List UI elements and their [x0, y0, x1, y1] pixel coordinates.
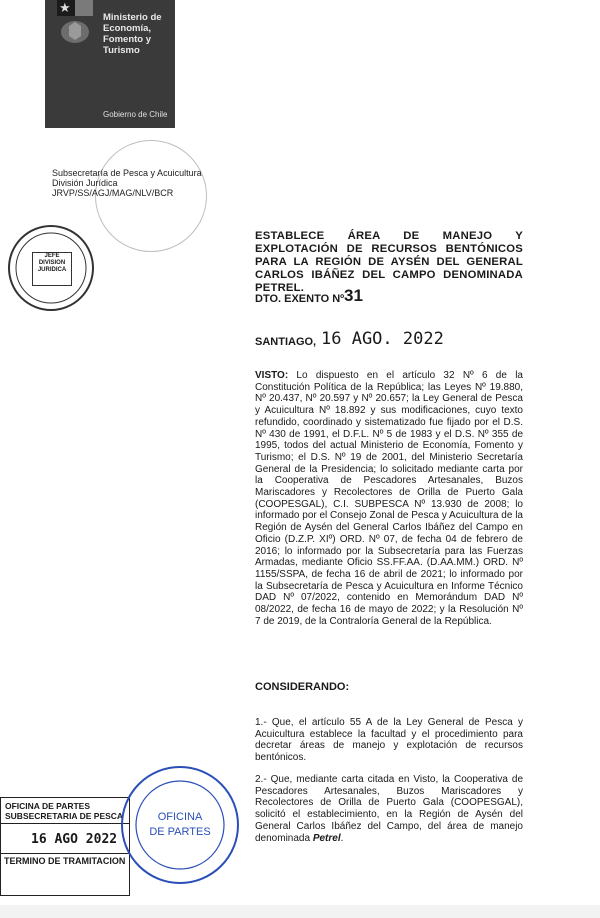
oficina-date: 16 AGO 2022 — [31, 832, 118, 847]
considerando-label: CONSIDERANDO: — [255, 681, 350, 693]
stamp-divider — [1, 853, 129, 854]
stamp-line: DIVISION — [38, 260, 66, 266]
area-name: Petrel — [312, 832, 341, 844]
considerando-2 — [255, 774, 523, 844]
visto-paragraph — [255, 370, 523, 627]
oficina-line-2: SUBSECRETARIA DE PESCA — [5, 811, 124, 821]
blue-stamp-line-2: DE PARTES — [149, 826, 211, 838]
government-logo — [45, 0, 175, 128]
stamp-divider — [1, 823, 129, 824]
oficina-line-1: OFICINA DE PARTES — [5, 801, 91, 811]
coat-of-arms-icon — [55, 18, 95, 46]
ministry-line: Economía, — [103, 23, 152, 34]
dto-label: DTO. EXENTO Nº — [255, 293, 345, 305]
oficina-partes-stamp — [0, 797, 130, 896]
subsecretaria-label: Subsecretaría de Pesca y Acuicultura — [52, 168, 202, 178]
ministry-line: Fomento y — [103, 34, 152, 45]
visto-text: Lo dispuesto en el artículo 32 Nº 6 de la Constitución Política de la República; las Leyes Nº 19.880, Nº 20.437, Nº 20.597 y Nº 20.657; la Ley General de Pesca y Acuicultura Nº 18.892 y sus modificaciones, cuyo texto refundido, coordinado y sistematizado fue fijado por el D.S. Nº 430 de 1991, el D.F.L. Nº 5 de 1983 y el D.S. Nº 355 de 1995, todos del actual Ministerio de Economía, Fomento y Turismo; el D.S. Nº 19 de 2001, del Ministerio Secretaría General de la Presidencia; lo solicitado mediante carta por la Cooperativa de Pescadores Artesanales, Buzos Mariscadores y Recolectores de Orilla de Puerto Gala (COOPESGAL), C.I. SUBPESCA Nº 13.930 de 2008; lo informado por el Consejo Zonal de Pesca y Acuicultura de la Región de Aysén del General Carlos Ibáñez del Campo en Oficio (D.Z.P. XIº) ORD. Nº 07, de fecha 04 de febrero de 2016; lo informado por la Subsecretaría para las Fuerzas Armadas, mediante Oficio SS.FF.AA. (D.AA.MM.) ORD. Nº 1155/SSPA, de fecha 16 de abril de 2021; lo informado por la Subsecretaría de Pesca y Acuicultura en Informe Técnico DAD Nº 07/2022, contenido en Memorándum DAD Nº 08/2022, de fecha 16 de mayo de 2022; y la Resolución Nº 7 de 2019, de la Contraloría General de la República. — [255, 370, 523, 627]
flag-red-block — [75, 0, 93, 16]
considerando-2-end: . — [340, 832, 344, 844]
oficial-partes-stamp — [115, 760, 245, 890]
termino-label: TERMINO DE TRAMITACION — [4, 856, 126, 866]
dto-number: 31 — [344, 286, 363, 305]
ministry-name — [103, 12, 175, 56]
division-label: División Jurídica — [52, 178, 118, 188]
star-icon: ★ — [59, 0, 71, 15]
document-title: ESTABLECE ÁREA DE MANEJO Y EXPLOTACIÓN DE RECURSOS BENTÓNICOS PARA LA REGIÓN DE AYSÉN DEL GENERAL CARLOS IBÁÑEZ DEL CAMPO DENOMINADA PETREL. — [255, 230, 523, 294]
visto-label: VISTO: — [255, 370, 289, 381]
ministry-line: Turismo — [103, 45, 140, 56]
blue-stamp-line-1: OFICINA — [157, 811, 203, 823]
stamp-line: JEFE — [44, 253, 60, 259]
page-bottom-strip — [0, 905, 600, 918]
considerando-1: 1.- Que, el artículo 55 A de la Ley General de Pesca y Acuicultura establece la facultad y el procedimiento para decretar áreas de manejo y explotación de recursos bentónicos. — [255, 717, 523, 764]
jefe-division-stamp — [8, 225, 94, 311]
issuer-block — [52, 168, 212, 198]
santiago-date: 16 AGO. 2022 — [321, 329, 444, 349]
gobierno-label: Gobierno de Chile — [103, 110, 168, 119]
stamp-inner-box — [32, 252, 72, 286]
santiago-label: SANTIAGO, — [255, 336, 317, 348]
considerando-2-text: 2.- Que, mediante carta citada en Visto, la Cooperativa de Pescadores Artesanales, Buzos Mariscadores y Recolectores de Orilla de Puerto Gala (COOPESGAL), solicitó el establecimiento, en la Región de Aysén del General Carlos Ibáñez del Campo, del área de manejo denominada — [255, 774, 523, 844]
stamp-line: JURIDICA — [37, 267, 67, 273]
reference-code: JRVP/SS/AGJ/MAG/NLV/BCR — [52, 188, 174, 198]
ministry-line: Ministerio de — [103, 12, 162, 23]
blue-stamp-icon — [115, 760, 245, 890]
